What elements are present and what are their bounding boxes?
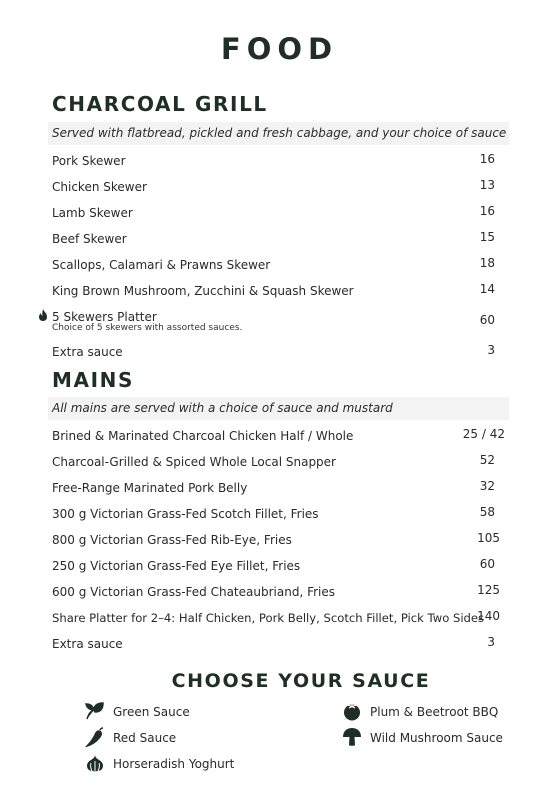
menu-item-name: King Brown Mushroom, Zucchini & Squash Skewer bbox=[52, 284, 354, 298]
menu-item-price: 3 bbox=[487, 343, 495, 357]
menu-item-price: 58 bbox=[479, 505, 495, 519]
sauce-label: Wild Mushroom Sauce bbox=[370, 731, 503, 745]
menu-item-name: Brined & Marinated Charcoal Chicken Half / Whole bbox=[52, 429, 354, 443]
menu-item-name: Charcoal-Grilled & Spiced Whole Local Snapper bbox=[52, 455, 336, 469]
menu-item-name: Extra sauce bbox=[52, 345, 123, 359]
sauce-label: Red Sauce bbox=[113, 731, 177, 745]
menu-item-price: 32 bbox=[479, 479, 495, 493]
sauce-label: Green Sauce bbox=[113, 705, 190, 719]
mushroom-icon bbox=[342, 727, 362, 747]
menu-item-name: Free-Range Marinated Pork Belly bbox=[52, 481, 248, 495]
menu-item-name: Scallops, Calamari & Prawns Skewer bbox=[52, 258, 271, 272]
menu-item-price: 52 bbox=[479, 453, 495, 467]
page-title: FOOD bbox=[220, 32, 339, 66]
menu-item-price: 60 bbox=[479, 313, 495, 327]
section-heading-sauces: CHOOSE YOUR SAUCE bbox=[171, 670, 431, 692]
section-heading-charcoal-grill: CHARCOAL GRILL bbox=[52, 92, 268, 116]
sauce-label: Horseradish Yoghurt bbox=[113, 757, 235, 771]
sauce-label: Plum & Beetroot BBQ bbox=[370, 705, 499, 719]
garlic-icon bbox=[85, 753, 105, 773]
menu-item-price: 60 bbox=[479, 557, 495, 571]
section-note-charcoal-grill: Served with flatbread, pickled and fresh cabbage, and your choice of sauce bbox=[48, 122, 509, 145]
menu-item-name: Pork Skewer bbox=[52, 154, 126, 168]
section-heading-mains: MAINS bbox=[52, 368, 134, 392]
section-note-mains: All mains are served with a choice of sauce and mustard bbox=[48, 397, 509, 420]
menu-item-name: 250 g Victorian Grass-Fed Eye Fillet, Fries bbox=[52, 559, 301, 573]
menu-item-description: Choice of 5 skewers with assorted sauces. bbox=[52, 323, 243, 333]
menu-item-price: 16 bbox=[479, 204, 495, 218]
menu-item-price: 13 bbox=[479, 178, 495, 192]
menu-item-name: Extra sauce bbox=[52, 637, 123, 651]
menu-item-name: Share Platter for 2–4: Half Chicken, Pork Belly, Scotch Fillet, Pick Two Sides bbox=[52, 611, 485, 625]
menu-item-price: 14 bbox=[479, 282, 495, 296]
menu-item-price: 3 bbox=[487, 635, 495, 649]
menu-item-price: 25 / 42 bbox=[462, 427, 505, 441]
chili-icon bbox=[85, 727, 105, 747]
menu-item-name: 600 g Victorian Grass-Fed Chateaubriand, Fries bbox=[52, 585, 336, 599]
menu-item-price: 15 bbox=[479, 230, 495, 244]
leaf-icon bbox=[85, 701, 105, 721]
menu-item-name: 5 Skewers Platter bbox=[52, 310, 157, 324]
menu-item-name: 800 g Victorian Grass-Fed Rib-Eye, Fries bbox=[52, 533, 292, 547]
menu-item-price: 16 bbox=[479, 152, 495, 166]
menu-item-price: 140 bbox=[477, 609, 500, 623]
tomato-icon bbox=[342, 701, 362, 721]
menu-item-name: Chicken Skewer bbox=[52, 180, 147, 194]
menu-item-price: 105 bbox=[477, 531, 500, 545]
menu-item-price: 125 bbox=[477, 583, 500, 597]
menu-item-price: 18 bbox=[479, 256, 495, 270]
menu-item-name: Beef Skewer bbox=[52, 232, 127, 246]
fire-icon bbox=[38, 309, 48, 321]
menu-item-name: Lamb Skewer bbox=[52, 206, 133, 220]
menu-item-name: 300 g Victorian Grass-Fed Scotch Fillet, Fries bbox=[52, 507, 319, 521]
